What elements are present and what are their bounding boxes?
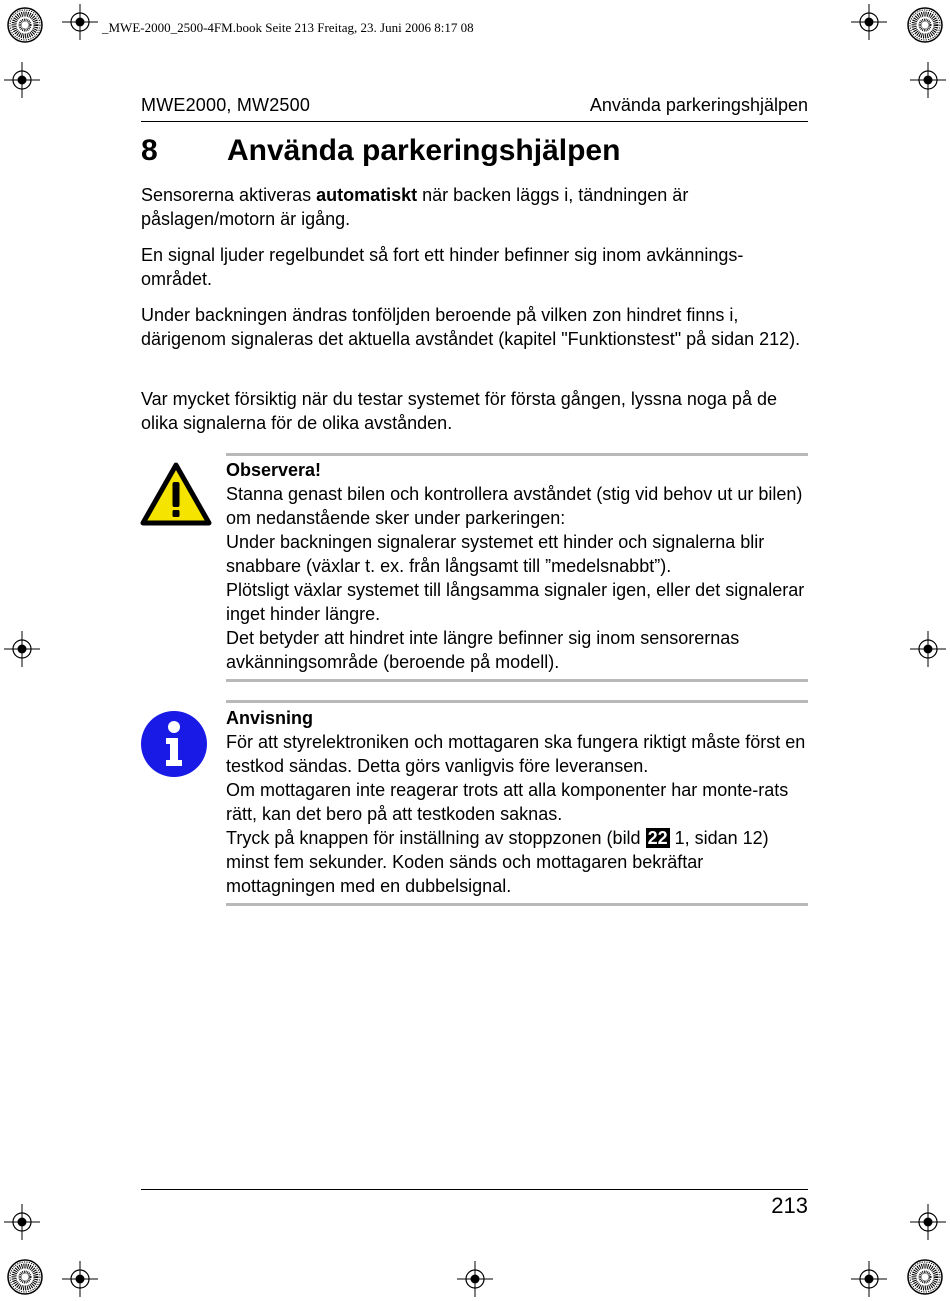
note-line-2: Om mottagaren inte reagerar trots att alla komponenter har monte-rats rätt, kan det bero på att testkoden saknas. xyxy=(226,780,789,824)
chapter-title: Använda parkeringshjälpen xyxy=(227,134,621,167)
color-wheel-icon xyxy=(6,6,44,44)
registration-mark-icon xyxy=(906,1200,950,1244)
header-section: Använda parkeringshjälpen xyxy=(589,95,808,115)
registration-mark-icon xyxy=(0,627,44,671)
warning-line-4: Det betyder att hindret inte längre befinner sig inom sensorernas avkänningsområde (beroende på modell). xyxy=(226,628,740,672)
note-line-3-end: 1, sidan 12) minst fem sekunder. Koden sänds och mottagaren bekräftar mottagningen med en dubbelsignal. xyxy=(226,828,769,896)
note-line-3-start: Tryck på knappen för inställning av stoppzonen (bild xyxy=(226,828,646,848)
note-line-1: För att styrelektroniken och mottagaren ska fungera riktigt måste först en testkod sändas. Detta görs vanligvis före leveransen. xyxy=(226,732,806,776)
chapter-number: 8 xyxy=(141,134,158,167)
info-icon xyxy=(140,710,208,778)
warning-heading: Observera! xyxy=(226,460,322,480)
color-wheel-icon xyxy=(6,1258,44,1296)
paragraph-4: Var mycket försiktig när du testar systemet för första gången, lyssna noga på de olika signalerna för de olika avstånden. xyxy=(141,389,777,433)
figure-reference: 22 xyxy=(647,828,668,848)
registration-mark-icon xyxy=(847,0,891,44)
registration-mark-icon xyxy=(453,1257,497,1301)
header-rule xyxy=(141,121,808,122)
paragraph-1-bold: automatiskt xyxy=(316,185,418,205)
warning-box xyxy=(226,458,816,674)
note-heading: Anvisning xyxy=(226,708,314,728)
paragraph-3: Under backningen ändras tonföljden beroende på vilken zon hindret finns i, därigenom signaleras det aktuella avståndet (kapitel "Funktionstest" på sidan 212). xyxy=(141,305,801,349)
registration-mark-icon xyxy=(906,58,950,102)
warning-line-3: Plötsligt växlar systemet till långsamma signaler igen, eller det signalerar inget hinder längre. xyxy=(226,580,805,624)
print-slug: _MWE-2000_2500-4FM.book Seite 213 Freitag, 23. Juni 2006 8:17 08 xyxy=(102,20,474,35)
registration-mark-icon xyxy=(847,1257,891,1301)
warning-line-2: Under backningen signalerar systemet ett hinder och signalerna blir snabbare (växlar t. ex. från långsamt till ”medelsnabbt”). xyxy=(226,532,765,576)
header-models: MWE2000, MW2500 xyxy=(141,95,311,115)
note-box xyxy=(226,706,816,898)
paragraph-1-text-end: när backen läggs i, tändningen är påslagen/motorn är igång. xyxy=(141,185,689,229)
note-rule-top xyxy=(226,700,808,703)
warning-rule-top xyxy=(226,453,808,456)
note-rule-bottom xyxy=(226,903,808,906)
registration-mark-icon xyxy=(906,627,950,671)
warning-rule-bottom xyxy=(226,679,808,682)
registration-mark-icon xyxy=(58,1257,102,1301)
paragraph-1 xyxy=(141,183,811,231)
paragraph-2: En signal ljuder regelbundet så fort ett hinder befinner sig inom avkännings-området. xyxy=(141,245,744,289)
warning-line-1: Stanna genast bilen och kontrollera avståndet (stig vid behov ut ur bilen) om nedanstående sker under parkeringen: xyxy=(226,484,803,528)
registration-mark-icon xyxy=(0,1200,44,1244)
registration-mark-icon xyxy=(58,0,102,44)
color-wheel-icon xyxy=(906,6,944,44)
warning-triangle-icon xyxy=(140,462,212,526)
registration-mark-icon xyxy=(0,58,44,102)
note-line-3 xyxy=(226,826,816,898)
color-wheel-icon xyxy=(906,1258,944,1296)
footer-rule xyxy=(141,1189,808,1190)
paragraph-1-text: Sensorerna aktiveras xyxy=(141,185,317,205)
page-number: 213 xyxy=(771,1193,808,1218)
